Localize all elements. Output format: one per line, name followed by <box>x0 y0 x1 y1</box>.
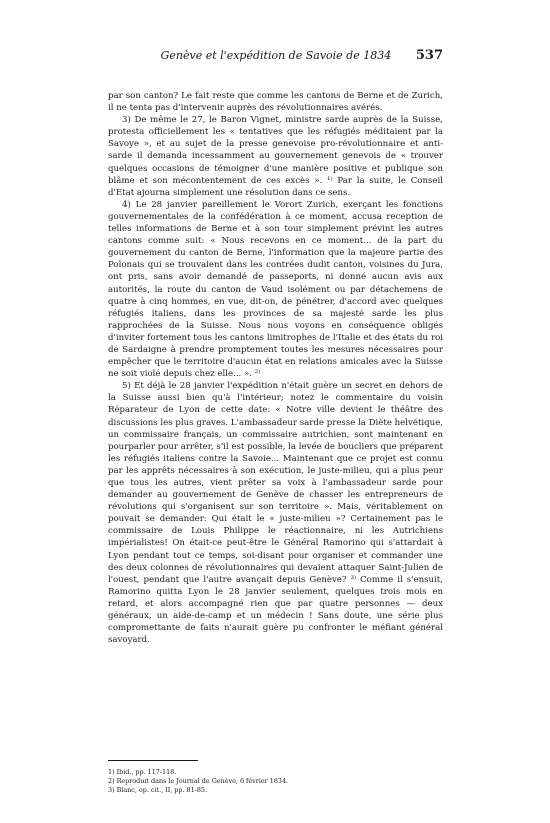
paragraph-4: 4) Le 28 janvier pareillement le Vorort Zurich, exerçant les fonctions gouvernementales de la confédération à ce moment, accusa reception de telles informations de Berne et à son tour simplement prévint les autres cantons comme suit: « Nous recevons en ce moment... de la part du gouvernement du canton de Berne, l'information que la majeure partie des Polonais qui se trouvaient dans les contrées dudit canton, voisines du Jura, ont pris, sans avoir demandé de passeports, ni donné aucun avis aux autorités, la route du canton de Vaud isolément ou par détachemens de quatre à cinq hommes, en vue, dit-on, de pénétrer, d'accord avec quelques réfugiés italiens, dans les provinces de sa majesté sarde les plus rapprochées de la Suisse. Nous nous voyons en conséquence obligés d'inviter fortement tous les cantons limitrophes de l'Italie et des états du roi de Sardaigne à prendre promptement toutes les mesures nécessaires pour empêcher que le territoire d'aucun état en relations amicales avec la Suisse ne soit violé depuis chez elle... ». ²⁾ <box>108 199 443 380</box>
footnote-3: 3) Blanc, op. cit., II, pp. 81-85. <box>108 786 207 794</box>
footnotes <box>108 768 443 795</box>
page-number: 537 <box>415 48 443 63</box>
paragraph-continuation: par son canton? Le fait reste que comme les cantons de Berne et de Zurich, il ne tenta pas d'intervenir auprès des révolutionnaires avérés. <box>108 91 443 114</box>
running-head <box>108 48 443 63</box>
footnote-1: 1) Ibid., pp. 117-118. <box>108 768 177 776</box>
running-title: Genève et l'expédition de Savoie de 1834 <box>160 49 392 62</box>
footnote-2: 2) Reproduit dans le Journal de Genève, 6 février 1834. <box>108 777 289 785</box>
footnote-divider <box>108 760 198 761</box>
paragraph-5: 5) Et déjà le 28 janvier l'expédition n'était guère un secret en dehors de la Suisse aussi bien qu'à l'intérieur; notez le commentaire du voisin Réparateur de Lyon de cette date: « Notre ville devient le théâtre des discussions les plus graves. L'ambassadeur sarde presse la Diète helvétique, un commissaire français, un commissaire autrichien, sont maintenant en pourparler pour arrêter, s'il est possible, la levée de boucliers que préparent les réfugiés italiens contre la Savoie... Maintenant que ce projet est connu par les apprêts nécessaires à son exécution, le juste-milieu, qui a plus peur que tous les autres, vient prêter sa voix à l'ambassadeur sarde pour demander au gouvernement de Genève de chasser les entrepreneurs de révolutions qui s'organisent sur son territoire ». Mais, véritablement on pouvait se demander: Qui était le « juste-milieu »? Certainement pas le commissaire de Louis Philippe le réactionnaire, ni les Autrichiens impérialistes! On était-ce peut-être le Général Ramorino qui s'attardait à Lyon pendant tout ce temps, soi-disant pour organiser et commander une des deux colonnes de révolutionnaires qui devaient attaquer Saint-Julien de l'ouest, pendant que l'autre avançait depuis Genève? ³⁾ Comme il s'ensuit, Ramorino quitta Lyon le 28 janvier seulement, quelques trois mois en retard, et alors accompagné rien que par quatre personnes — deux généraux, un aide-de-camp et un médecin ! Sans doute, une série plus compromettante de faits n'aurait guère pu confronter le méfiant général savoyard. <box>108 381 444 646</box>
body-text <box>108 90 443 646</box>
paragraph-3: 3) De même le 27, le Baron Vignet, ministre sarde auprès de la Suisse, protesta officiellement les « tentatives que les réfugiés méditaient par la Savoye », et au sujet de la presse genevoise pro-révolutionnaire et anti-sarde il demanda incessamment au gouvernement genevois de « trouver quelques occasions de témoigner d'une manière positive et publique son blâme et son mécontentement de ces excès ». ¹⁾ Par la suite, le Conseil d'Etat ajourna simplement une résolution dans ce sens. <box>108 115 443 198</box>
